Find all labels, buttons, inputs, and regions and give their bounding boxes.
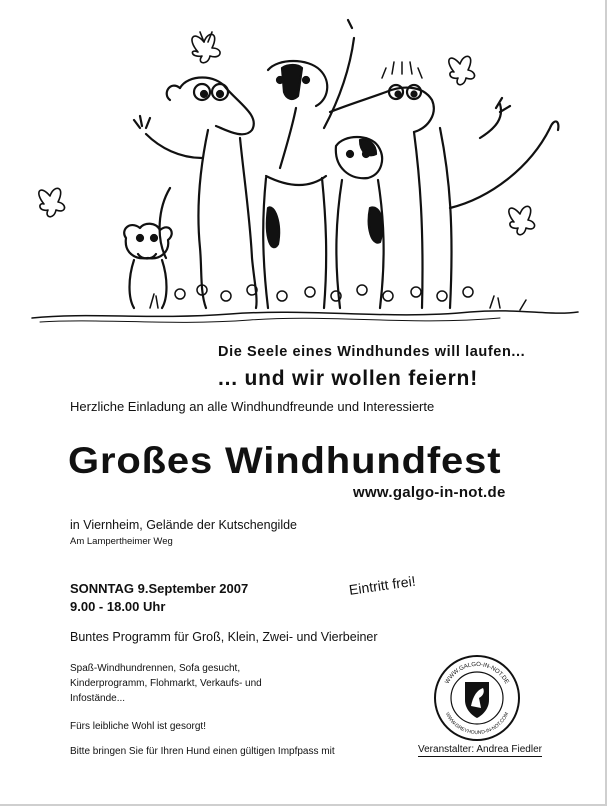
svg-text:WWW.GALGO-IN-NOT.DE: WWW.GALGO-IN-NOT.DE [444, 661, 510, 686]
svg-text:WWW.GREYHOUND-IN-NOT.COM: WWW.GREYHOUND-IN-NOT.COM [443, 711, 511, 737]
street-text: Am Lampertheimer Weg [70, 536, 173, 547]
butterfly-drawing-top [192, 32, 220, 63]
galgo-seal-logo [433, 654, 521, 742]
headline-soul: Die Seele eines Windhundes will laufen... [218, 344, 526, 360]
center-dog-drawing [263, 20, 354, 308]
butterfly-drawing-left [39, 188, 65, 216]
event-date: SONNTAG 9.September 2007 [70, 581, 249, 596]
right-small-dog-drawing [336, 137, 384, 308]
food-text: Fürs leibliche Wohl ist gesorgt! [70, 721, 206, 732]
program-text: Buntes Programm für Groß, Klein, Zwei- und Vierbeiner [70, 630, 378, 644]
butterfly-drawing-far-right [509, 206, 535, 234]
left-dog-drawing [134, 78, 257, 309]
butterfly-drawing-right [449, 56, 475, 84]
event-title: Großes Windhundfest [68, 440, 502, 481]
small-dog-drawing [124, 224, 172, 308]
activities-text: Spaß-Windhundrennen, Sofa gesucht, Kinderprogramm, Flohmarkt, Verkaufs- und Infostände... [70, 663, 262, 704]
event-time: 9.00 - 18.00 Uhr [70, 599, 166, 614]
admission-free: Eintritt frei! [348, 572, 417, 598]
vaccination-text: Bitte bringen Sie für Ihren Hund einen gültigen Impfpass mit [70, 746, 335, 757]
headline-celebrate: ... und wir wollen feiern! [218, 367, 478, 390]
location-text: in Viernheim, Gelände der Kutschengilde [70, 518, 297, 532]
website-url: www.galgo-in-not.de [353, 484, 506, 501]
greyhounds-illustration [30, 8, 582, 330]
right-dog-drawing [330, 62, 558, 308]
organizer-text: Veranstalter: Andrea Fiedler [418, 744, 542, 755]
invitation-text: Herzliche Einladung an alle Windhundfreunde und Interessierte [70, 399, 435, 414]
